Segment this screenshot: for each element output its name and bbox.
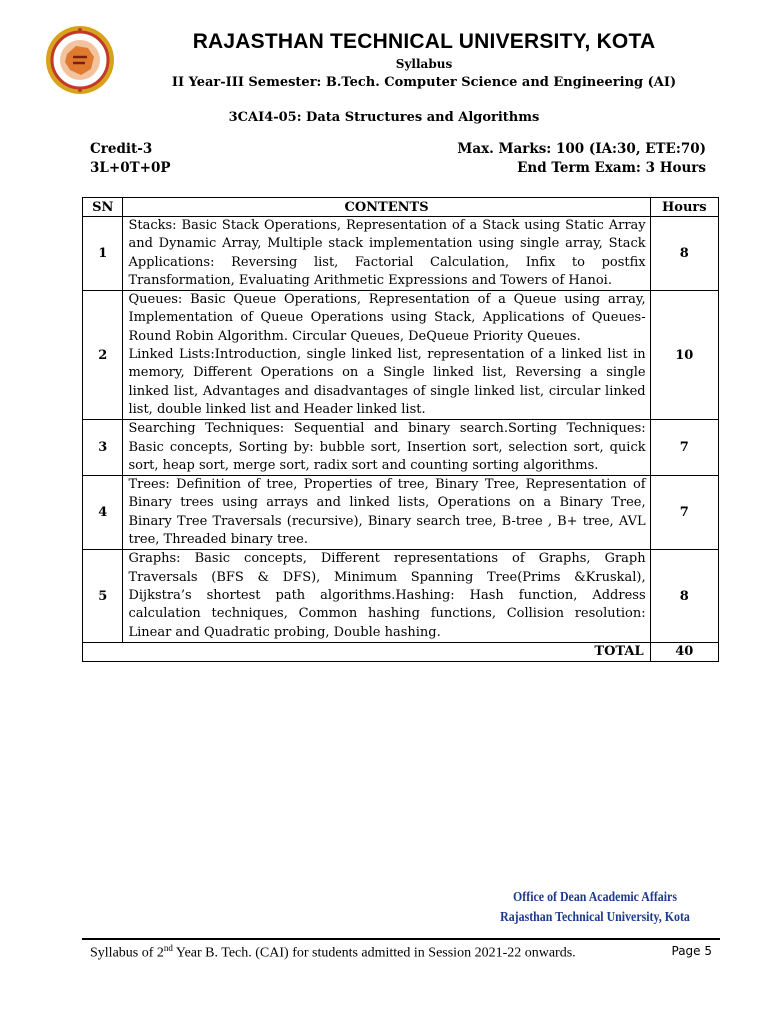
- table-row: [83, 291, 719, 420]
- stamp-line-1: Office of Dean Academic Affairs: [513, 890, 677, 905]
- max-marks-label: Max. Marks: 100 (IA:30, ETE:70): [457, 141, 706, 157]
- contents-paragraph: Graphs: Basic concepts, Different representations of Graphs, Graph Traversals (BFS & DFS), Minimum Spanning Tree(Prims &Kruskal), Dijkstra’s shortest path algorithms.Hashing: Hash function, Address calculation techniques, Common hashing functions, Collision resolution: Linear and Quadratic probing, Double hashing.: [128, 551, 646, 640]
- row-hours: 10: [650, 291, 718, 420]
- row-contents: [123, 217, 650, 291]
- footer-text-start: Syllabus of 2: [90, 945, 164, 961]
- contents-paragraph: Stacks: Basic Stack Operations, Representation of a Stack using Static Array and Dynamic Array, Multiple stack implementation using single array, Stack Applications: Reversing list, Factorial Calculation, Infix to postfix Transformation, Evaluating Arithmetic Expressions and Towers of Hanoi.: [128, 218, 646, 288]
- university-name: RAJASTHAN TECHNICAL UNIVERSITY, KOTA: [192, 30, 656, 53]
- row-sn: 4: [83, 476, 123, 550]
- row-hours: 7: [650, 476, 718, 550]
- ltp-label: 3L+0T+0P: [90, 160, 171, 176]
- table-row: [83, 420, 719, 476]
- footer-text-end: Year B. Tech. (CAI) for students admitted in Session 2021-22 onwards.: [172, 945, 576, 961]
- sn-header: SN: [83, 198, 123, 217]
- contents-paragraph: Trees: Definition of tree, Properties of tree, Binary Tree, Representation of Binary trees using arrays and linked lists, Operations on a Binary Tree, Binary Tree Traversals (recursive), Binary search tree, B-tree , B+ tree, AVL tree, Threaded binary tree.: [128, 477, 646, 548]
- total-row: [83, 642, 719, 661]
- credit-label: Credit-3: [90, 141, 153, 157]
- footer-note: [90, 943, 576, 962]
- contents-paragraph: Linked Lists:Introduction, single linked list, representation of a linked list in memory, Different Operations on a Single linked list, Reversing a single linked list, Advantages and disadvantages of single linked list, circular linked list, double linked list and Header linked list.: [128, 347, 646, 417]
- footer-divider: [82, 938, 720, 940]
- table-row: [83, 476, 719, 550]
- contents-header: CONTENTS: [123, 198, 650, 217]
- row-contents: [123, 420, 650, 476]
- syllabus-table: [82, 197, 719, 662]
- row-hours: 7: [650, 420, 718, 476]
- table-row: [83, 550, 719, 642]
- hours-header: Hours: [650, 198, 718, 217]
- total-label: TOTAL: [83, 642, 651, 661]
- total-hours: 40: [650, 642, 718, 661]
- stamp-line-2: Rajasthan Technical University, Kota: [500, 910, 690, 925]
- contents-paragraph: Searching Techniques: Sequential and binary search.Sorting Techniques: Basic concepts, Sorting by: bubble sort, Insertion sort, selection sort, quick sort, heap sort, merge sort, radix sort and counting sorting algorithms.: [128, 421, 646, 473]
- contents-paragraph: Queues: Basic Queue Operations, Representation of a Queue using array, Implementation of Queue Operations using Stack, Applications of Queues- Round Robin Algorithm. Circular Queues, DeQueue Priority Queues.: [128, 292, 646, 344]
- course-title: 3CAI4-05: Data Structures and Algorithms: [228, 110, 540, 125]
- footer-ordinal: nd: [163, 943, 173, 953]
- row-hours: 8: [650, 550, 718, 642]
- document-subtitle: Syllabus: [395, 57, 453, 71]
- row-contents: [123, 476, 650, 550]
- row-sn: 5: [83, 550, 123, 642]
- exam-duration-label: End Term Exam: 3 Hours: [517, 160, 706, 176]
- syllabus-table-body: [83, 217, 719, 662]
- dean-office-stamp: [489, 888, 702, 928]
- row-contents: [123, 291, 650, 420]
- page-number: Page 5: [671, 944, 712, 958]
- table-row: [83, 217, 719, 291]
- semester-line: II Year-III Semester: B.Tech. Computer Science and Engineering (AI): [171, 75, 677, 90]
- row-sn: 2: [83, 291, 123, 420]
- row-hours: 8: [650, 217, 718, 291]
- table-header-row: [83, 198, 719, 217]
- row-contents: [123, 550, 650, 642]
- row-sn: 1: [83, 217, 123, 291]
- university-seal-icon: [42, 24, 118, 96]
- row-sn: 3: [83, 420, 123, 476]
